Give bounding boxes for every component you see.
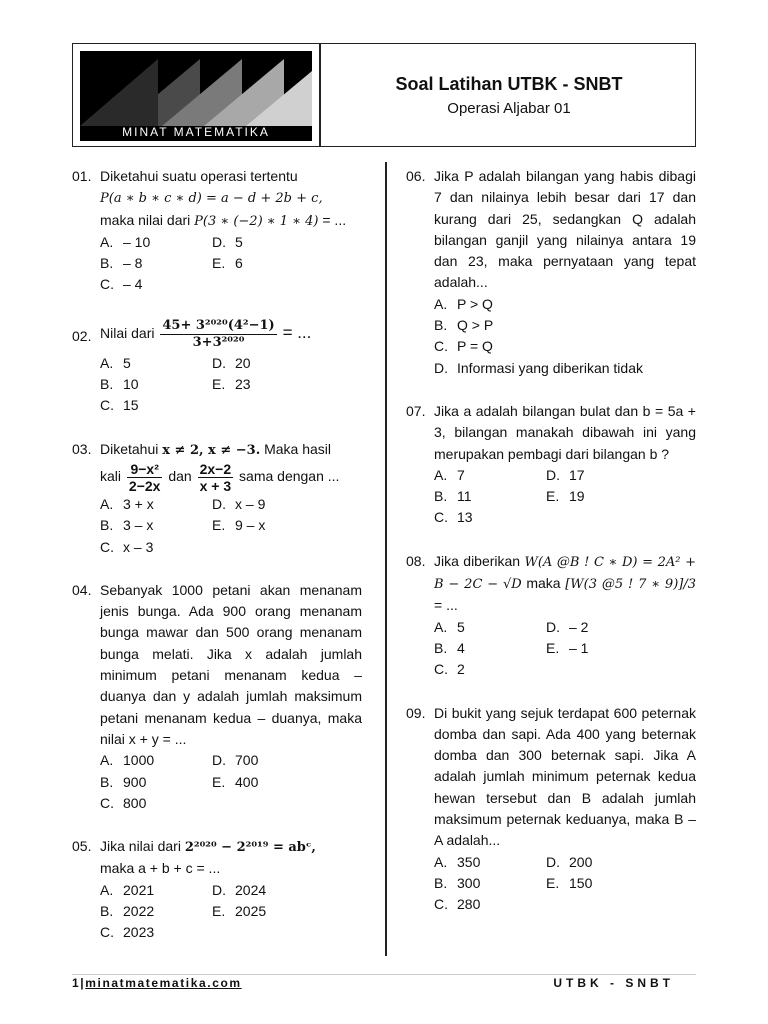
option-c: C. – 4 (100, 276, 143, 293)
option-b: B. 3 – x (100, 517, 154, 534)
option-c: C. P = Q (434, 338, 493, 355)
question-text-part: sama dengan ... (239, 468, 340, 485)
option-e: E. 150 (546, 874, 593, 891)
question-text-part: Jika nilai dari (100, 838, 181, 855)
option-d: D. x – 9 (212, 495, 266, 512)
options-grid (434, 617, 696, 681)
option-a: A. 2021 (100, 881, 155, 898)
question-number: 05. (72, 838, 92, 855)
page-number: 1 (72, 976, 81, 990)
footer-left (72, 976, 242, 990)
question-text (434, 551, 696, 617)
question-text-part: = ... (322, 211, 347, 228)
options-grid (434, 465, 696, 529)
option-b: B. Q > P (434, 317, 494, 334)
question-text (100, 166, 362, 232)
math-formula: P(a ∗ b ∗ c ∗ d) = a − d + 2b + c, (100, 191, 323, 207)
question-text-part: Maka hasil (264, 440, 332, 457)
option-b: B. 10 (100, 376, 139, 393)
option-b: B. – 8 (100, 255, 143, 272)
option-a: A. 1000 (100, 752, 155, 769)
header-divider (319, 44, 321, 146)
logo (80, 51, 312, 141)
option-c: C. x – 3 (100, 538, 154, 555)
question-number: 03. (72, 440, 92, 457)
question-text-part: = ... (282, 322, 312, 342)
question-number: 08. (406, 552, 426, 569)
question-number: 07. (406, 402, 426, 419)
question-text: Sebanyak 1000 petani akan menanam jenis bunga. Ada 900 orang menanam bunga mawar dan 500 orang menanam bunga melati. Jika x adalah jumlah minimum petani menanam kedua – duanya dan y adalah jumlah maksimum petani menanam kedua – duanya, maka nilai x + y = ... (100, 581, 362, 747)
options-grid (100, 353, 362, 417)
option-e: E. 6 (212, 255, 243, 272)
question-text-part: Diketahui (100, 440, 159, 457)
math-fraction: $\frac{\text{9−x²}}{2-2x}$ (128, 460, 161, 494)
math-fraction: $\frac{\text{45+ 3²⁰²⁰(4²−1)}}{\text{3+3²⁰²⁰}}$ (162, 317, 275, 350)
question-number: 06. (406, 168, 426, 184)
question-number: 02. (72, 327, 92, 344)
option-a: A. 5 (434, 618, 465, 635)
question-text-part: Jika diberikan (434, 552, 521, 569)
options-grid (100, 750, 362, 814)
column-divider (385, 162, 387, 956)
option-c: C. 13 (434, 509, 473, 526)
math-formula: [W(3 @5 ! 7 ∗ 9)]/3 (565, 577, 696, 593)
question-text-part: = ... (434, 597, 458, 614)
question-06 (406, 166, 696, 379)
options-grid (100, 232, 362, 296)
option-d: D. 2024 (212, 881, 267, 898)
question-05 (72, 836, 362, 943)
option-a: A. 7 (434, 466, 465, 483)
option-b: B. 900 (100, 773, 147, 790)
math-fraction: $\frac{2x-2}{x + 3}$ (199, 460, 232, 494)
math-formula: W(A @B ! C ∗ D) = 2A² + B − 2C − √D (434, 554, 697, 593)
question-text-part: maka (526, 575, 561, 592)
option-b: B. 4 (434, 639, 465, 656)
option-d: D. 17 (546, 466, 585, 483)
options-grid (100, 494, 362, 558)
question-04 (72, 580, 362, 814)
option-a: A. 350 (434, 853, 481, 870)
option-d: D. 200 (546, 853, 593, 870)
logo-text: MINAT MATEMATIKA (122, 125, 270, 139)
options-grid (100, 880, 362, 944)
question-text-part: dan (168, 468, 192, 485)
math-condition: x ≠ 2, x ≠ −3. (162, 442, 261, 458)
question-01 (72, 166, 362, 296)
question-text-part: kali (100, 468, 122, 485)
page-title: Soal Latihan UTBK - SNBT (395, 74, 623, 94)
website-link[interactable]: minatmatematika.com (85, 976, 242, 990)
right-column (406, 166, 696, 938)
question-text (100, 439, 362, 494)
option-e: E. 400 (212, 773, 259, 790)
option-d: D. 5 (212, 233, 243, 250)
math-formula: 2²⁰²⁰ − 2²⁰¹⁹ = abᶜ, (184, 840, 316, 856)
question-02 (72, 318, 362, 417)
option-e: E. 23 (212, 376, 251, 393)
option-e: E. 9 – x (212, 517, 266, 534)
options-grid (434, 852, 696, 916)
option-c: C. 2 (434, 661, 465, 678)
footer-exam-label: UTBK - SNBT (553, 976, 674, 990)
option-b: B. 300 (434, 874, 481, 891)
options-list (434, 294, 696, 379)
option-d: D. – 2 (546, 618, 589, 635)
footer-rule (72, 974, 696, 975)
question-number: 04. (72, 581, 92, 598)
header-box (72, 43, 696, 147)
option-e: E. 2025 (212, 903, 267, 920)
left-column (72, 166, 362, 966)
math-formula: P(3 ∗ (−2) ∗ 1 ∗ 4) (194, 213, 319, 229)
question-07 (406, 401, 696, 529)
question-text: Di bukit yang sejuk terdapat 600 peternak domba dan sapi. Ada 400 yang beternak domba dan 300 beternak sapi. Jika A adalah jumlah minimum peternak kedua hewan tersebut dan B adalah jumlah maksimum peternak keduanya, maka B – A adalah... (434, 704, 696, 849)
option-d: D. Informasi yang diberikan tidak (434, 359, 643, 376)
option-b: B. 2022 (100, 903, 155, 920)
footer-separator: | (80, 976, 86, 990)
option-a: A. 5 (100, 354, 131, 371)
question-text (100, 836, 362, 880)
question-text-part: maka nilai dari (100, 211, 191, 228)
question-text (100, 318, 362, 351)
option-b: B. 11 (434, 488, 472, 505)
question-08 (406, 551, 696, 681)
option-a: A. 3 + x (100, 495, 154, 512)
option-e: E. 19 (546, 488, 585, 505)
question-text-part: maka a + b + c = ... (100, 860, 221, 877)
question-text: Jika P adalah bilangan yang habis dibagi 7 dan nilainya lebih besar dari 17 dan kurang dari 25, sedangkan Q adalah bilangan ganjil yang nilainya antara 19 dan 23, maka pernyataan yang tepat adalah... (434, 168, 696, 291)
question-text: Jika a adalah bilangan bulat dan b = 5a + 3, bilangan manakah dibawah ini yang merupakan pembagi dari bilangan b ? (434, 402, 696, 462)
question-number: 01. (72, 168, 92, 184)
option-c: C. 15 (100, 397, 139, 414)
question-number: 09. (406, 704, 426, 721)
option-c: C. 2023 (100, 924, 155, 941)
question-text-part: Nilai dari (100, 324, 155, 341)
option-d: D. 20 (212, 354, 251, 371)
option-c: C. 800 (100, 794, 147, 811)
question-text-part: Diketahui suatu operasi tertentu (100, 168, 298, 184)
option-d: D. 700 (212, 752, 259, 769)
option-e: E. – 1 (546, 639, 589, 656)
page-subtitle: Operasi Aljabar 01 (447, 100, 571, 117)
question-09 (406, 703, 696, 916)
option-a: A. – 10 (100, 233, 151, 250)
option-c: C. 280 (434, 896, 481, 913)
question-03 (72, 439, 362, 558)
option-a: A. P > Q (434, 295, 493, 312)
